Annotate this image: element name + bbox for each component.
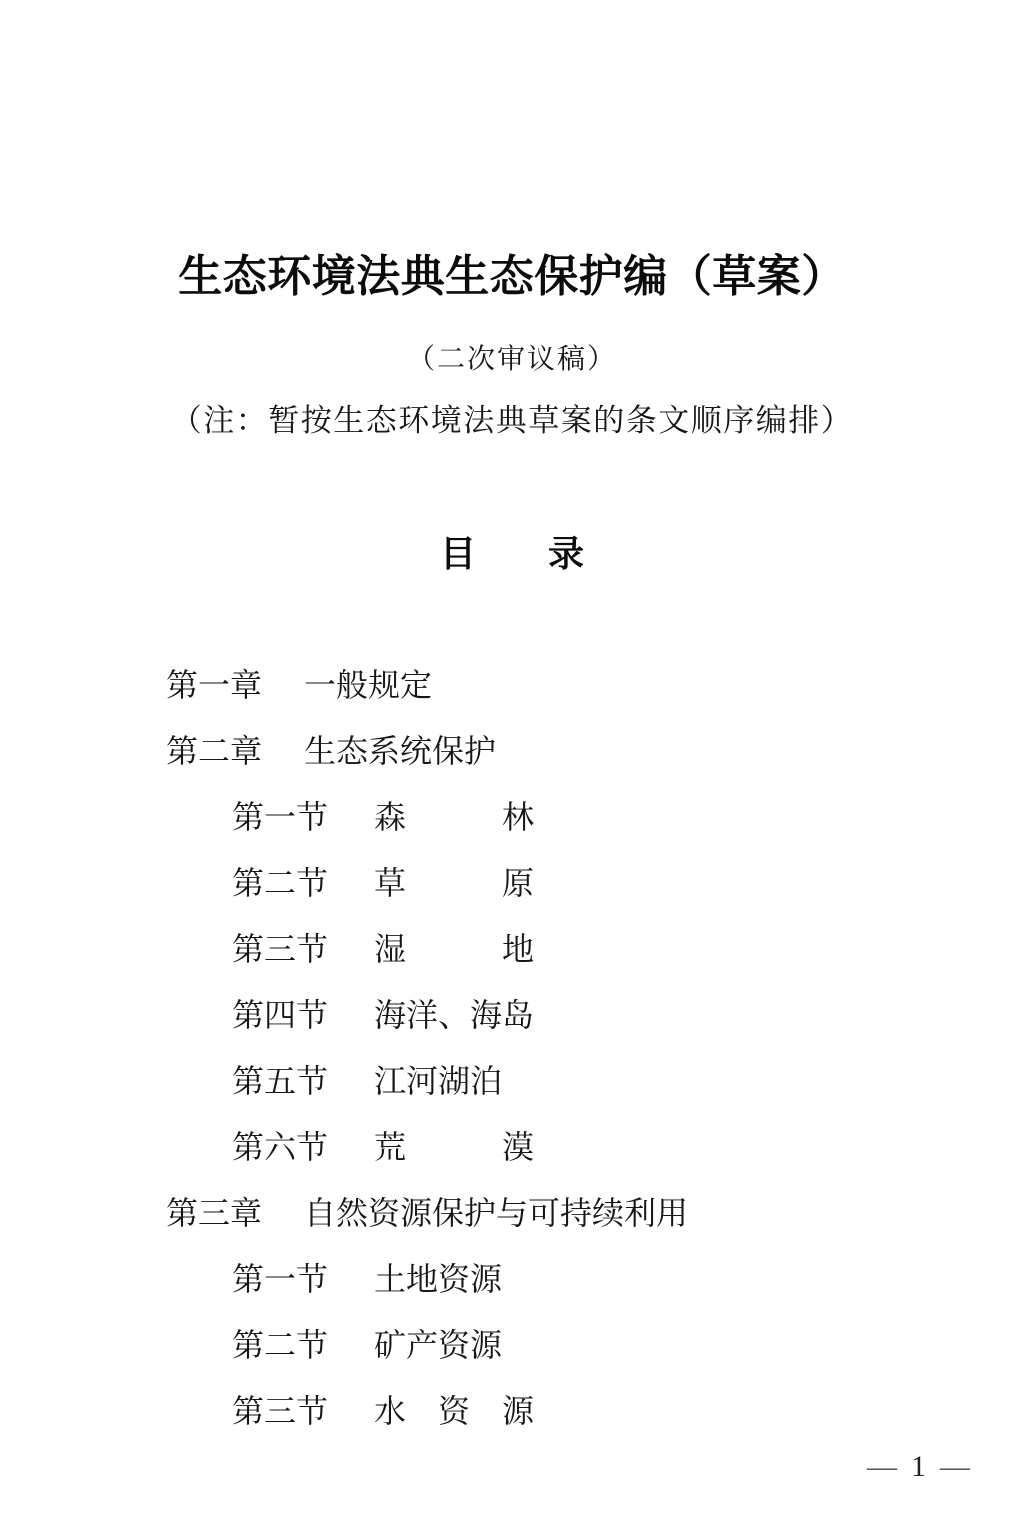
toc-row-label: 第四节 bbox=[232, 997, 329, 1033]
toc-row bbox=[0, 1246, 1024, 1312]
toc-row-title: 自然资源保护与可持续利用 bbox=[304, 1195, 689, 1231]
toc-row-title: 水 资 源 bbox=[374, 1393, 535, 1429]
footer-dash-left: — bbox=[867, 1450, 897, 1483]
toc-row-label: 第一节 bbox=[232, 1261, 329, 1297]
toc-row-label: 第二节 bbox=[232, 1327, 329, 1363]
toc-row bbox=[0, 784, 1024, 850]
toc-row-label: 第三章 bbox=[166, 1195, 263, 1231]
toc-row-title: 一般规定 bbox=[304, 667, 433, 703]
toc-row-title: 江河湖泊 bbox=[374, 1063, 503, 1099]
toc-row-title: 草 原 bbox=[374, 865, 535, 901]
toc-row bbox=[0, 1378, 1024, 1444]
toc-row-title: 森 林 bbox=[374, 799, 535, 835]
toc-row-title: 荒 漠 bbox=[374, 1129, 535, 1165]
toc-row-label: 第二章 bbox=[166, 733, 263, 769]
toc-row bbox=[0, 916, 1024, 982]
page-footer bbox=[853, 1452, 984, 1482]
page-number: 1 bbox=[911, 1450, 926, 1483]
toc-row bbox=[0, 1114, 1024, 1180]
toc-row-title: 矿产资源 bbox=[374, 1327, 503, 1363]
toc-row bbox=[0, 850, 1024, 916]
toc-row bbox=[0, 1048, 1024, 1114]
document-note: （注：暂按生态环境法典草案的条文顺序编排） bbox=[170, 403, 854, 438]
footer-dash-right: — bbox=[940, 1450, 970, 1483]
toc-row bbox=[0, 982, 1024, 1048]
document-title: 生态环境法典生态保护编（草案） bbox=[178, 252, 846, 301]
toc-row-title: 土地资源 bbox=[374, 1261, 503, 1297]
toc-heading: 目 录 bbox=[439, 533, 584, 574]
toc-row-label: 第五节 bbox=[232, 1063, 329, 1099]
toc-row-label: 第一章 bbox=[166, 667, 263, 703]
toc-row-label: 第三节 bbox=[232, 1393, 329, 1429]
toc-row-label: 第二节 bbox=[232, 865, 329, 901]
toc-row-title: 生态系统保护 bbox=[304, 733, 497, 769]
toc-row bbox=[0, 652, 1024, 718]
toc-row-label: 第三节 bbox=[232, 931, 329, 967]
toc-row bbox=[0, 1312, 1024, 1378]
toc-row bbox=[0, 718, 1024, 784]
toc-row bbox=[0, 1180, 1024, 1246]
toc-row-title: 湿 地 bbox=[374, 931, 535, 967]
toc-list bbox=[0, 652, 1024, 1444]
toc-row-label: 第一节 bbox=[232, 799, 329, 835]
toc-row-title: 海洋、海岛 bbox=[374, 997, 535, 1033]
document-subtitle: （二次审议稿） bbox=[406, 344, 617, 375]
toc-row-label: 第六节 bbox=[232, 1129, 329, 1165]
